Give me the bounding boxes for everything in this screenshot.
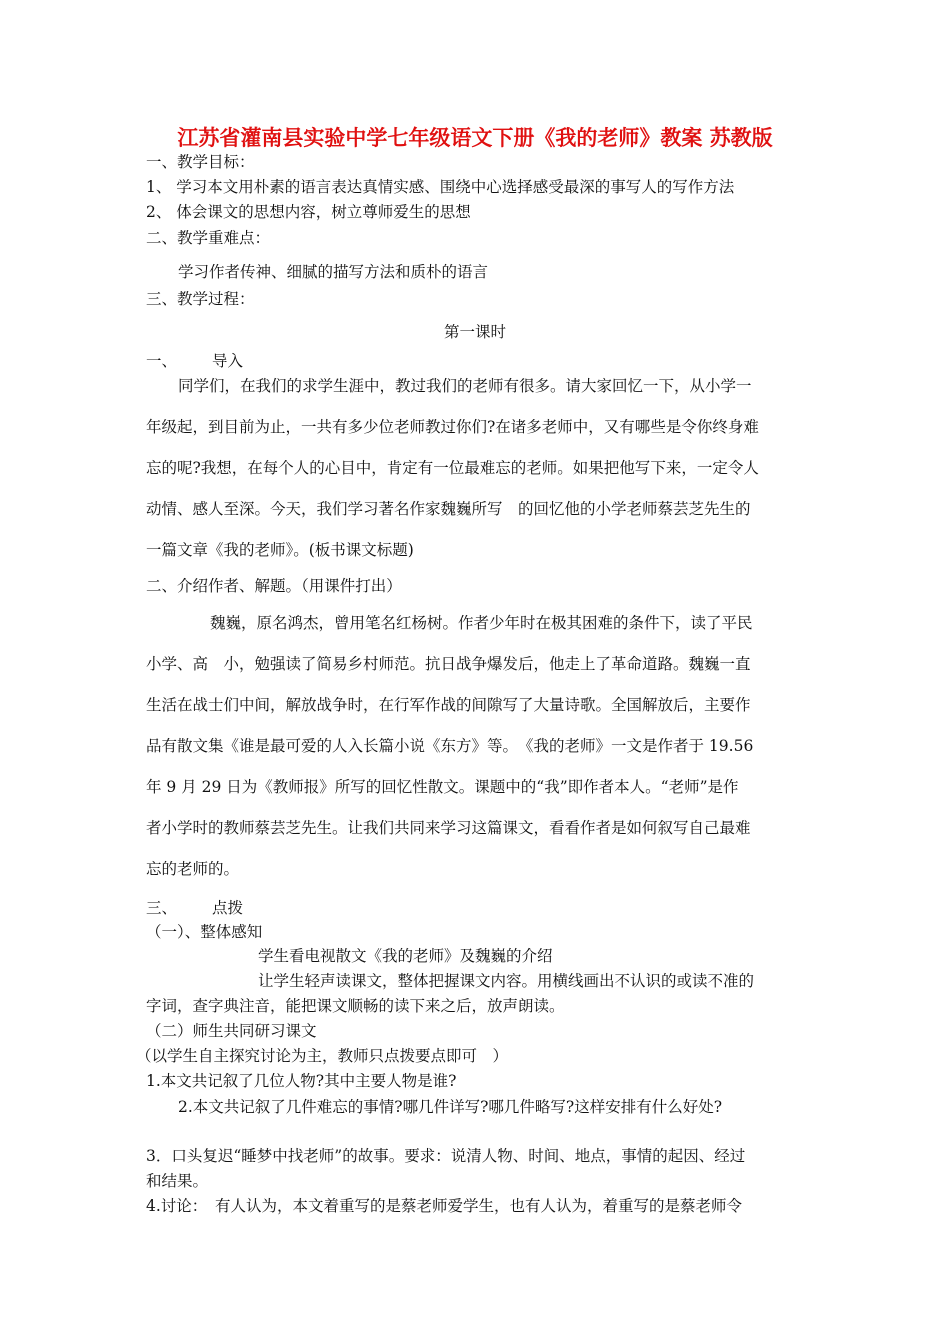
author-paragraph-line: 小学、高 小，勉强读了简易乡村师范。抗日战争爆发后，他走上了革命道路。魏巍一直 bbox=[146, 655, 751, 673]
step-label-intro: 导入 bbox=[212, 352, 244, 370]
section-heading-keypoints: 二、教学重难点： bbox=[146, 229, 271, 247]
question-3: 3．口头复迟“睡梦中找老师”的故事。要求：说清人物、时间、地点，事情的起因、经过 bbox=[146, 1147, 746, 1165]
question-3-continued: 和结果。 bbox=[146, 1172, 209, 1190]
author-paragraph-line: 忘的老师的。 bbox=[146, 860, 240, 878]
part-text: 字词，查字典注音，能把课文顺畅的读下来之后，放声朗读。 bbox=[146, 997, 565, 1015]
step-number: 一、 bbox=[146, 352, 178, 370]
section-heading-process: 三、教学过程： bbox=[146, 290, 255, 308]
author-paragraph-line: 年 9 月 29 日为《教师报》所写的回忆性散文。课题中的“我”即作者本人。“老师”是作 bbox=[146, 778, 739, 796]
intro-paragraph-line: 年级起，到目前为止，一共有多少位老师教过你们?在诸多老师中，又有哪些是令你终身难 bbox=[146, 418, 759, 436]
keypoint-text: 学习作者传神、细腻的描写方法和质朴的语言 bbox=[178, 263, 489, 281]
question-4: 4.讨论： 有人认为，本文着重写的是蔡老师爱学生，也有人认为，着重写的是蔡老师令 bbox=[146, 1197, 743, 1215]
part-text: 让学生轻声读课文，整体把握课文内容。用横线画出不认识的或读不准的 bbox=[258, 972, 755, 990]
author-paragraph-line: 魏巍，原名鸿杰，曾用笔名红杨树。作者少年时在极其困难的条件下，读了平民 bbox=[210, 614, 753, 632]
part-heading-overall: （一）、整体感知 bbox=[146, 923, 263, 941]
part-heading-study: （二）师生共同研习课文 bbox=[146, 1022, 317, 1040]
goal-item-2: 2、 体会课文的思想内容，树立尊师爱生的思想 bbox=[146, 203, 471, 221]
intro-paragraph-line: 一篇文章《我的老师》。(板书课文标题) bbox=[146, 541, 414, 559]
part-text: 学生看电视散文《我的老师》及魏巍的介绍 bbox=[258, 947, 553, 965]
document-title: 江苏省灌南县实验中学七年级语文下册《我的老师》教案 苏教版 bbox=[177, 125, 773, 150]
goal-item-1: 1、 学习本文用朴素的语言表达真情实感、围绕中心选择感受最深的事写人的写作方法 bbox=[146, 178, 735, 196]
question-2: 2.本文共记叙了几件难忘的事情?哪几件详写?哪几件略写?这样安排有什么好处? bbox=[178, 1098, 723, 1116]
lesson-title: 第一课时 bbox=[443, 323, 506, 341]
step-number: 三、 bbox=[146, 899, 178, 917]
intro-paragraph-line: 同学们，在我们的求学生涯中，教过我们的老师有很多。请大家回忆一下，从小学一 bbox=[178, 377, 752, 395]
author-paragraph-line: 品有散文集《谁是最可爱的人入长篇小说《东方》等。 《我的老师》一文是作者于 19.56 bbox=[146, 737, 754, 755]
author-paragraph-line: 生活在战士们中间，解放战争时，在行军作战的间隙写了大量诗歌。全国解放后，主要作 bbox=[146, 696, 751, 714]
part-note: （以学生自主探究讨论为主，教师只点拨要点即可 ） bbox=[136, 1047, 509, 1065]
question-1: 1.本文共记叙了几位人物?其中主要人物是谁? bbox=[146, 1072, 457, 1090]
author-paragraph-line: 者小学时的教师蔡芸芝先生。让我们共同来学习这篇课文，看看作者是如何叙写自己最难 bbox=[146, 819, 751, 837]
intro-paragraph-line: 动情、感人至深。今天，我们学习著名作家魏巍所写 的回忆他的小学老师蔡芸芝先生的 bbox=[146, 500, 751, 518]
step-label-guidance: 点拨 bbox=[212, 899, 244, 917]
section-heading-author: 二、介绍作者、解题。（用课件打出） bbox=[146, 577, 402, 595]
intro-paragraph-line: 忘的呢?我想，在每个人的心目中，肯定有一位最难忘的老师。如果把他写下来，一定令人 bbox=[146, 459, 759, 477]
section-heading-goals: 一、教学目标： bbox=[146, 153, 255, 171]
